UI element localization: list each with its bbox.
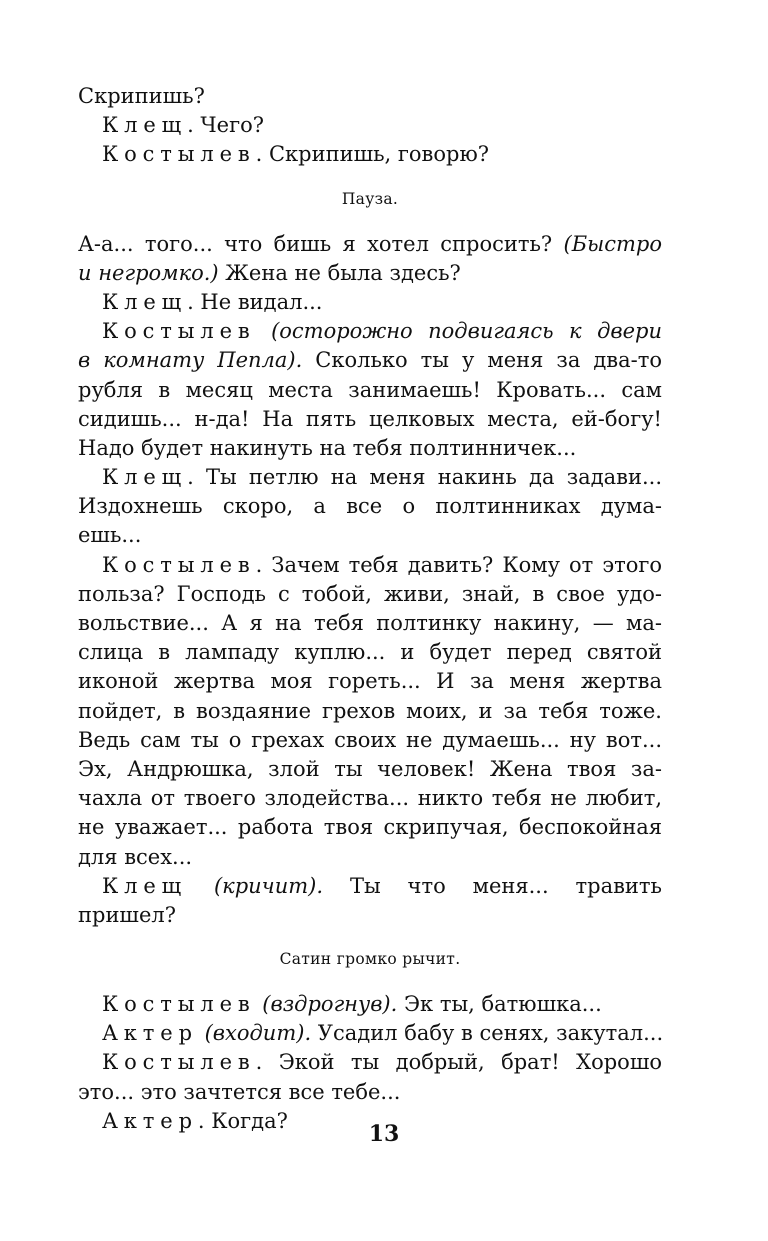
text-line: польза? Господь с тобой, живи, знай, в свое удо- xyxy=(78,581,662,606)
dialogue-text: . Когда? xyxy=(197,1108,288,1133)
book-page xyxy=(78,82,662,1136)
dialogue-text: Усадил бабу в сенях, закутал... xyxy=(311,1021,664,1046)
text-line xyxy=(78,82,662,111)
stage-remark: в комнату Пепла). xyxy=(78,348,303,373)
speaker-name: Костылев xyxy=(102,142,256,167)
dialogue-text: Ты что меня... травить xyxy=(323,873,662,898)
text-line xyxy=(78,346,662,375)
text-line: чахла от твоего злодейства... никто тебя не любит, xyxy=(78,786,662,811)
speaker-name: Костылев xyxy=(102,552,256,577)
stage-remark: (Быстро xyxy=(563,231,662,256)
speaker-line xyxy=(78,288,662,317)
speaker-line xyxy=(78,990,662,1019)
speaker-name: Костылев xyxy=(102,992,256,1017)
stage-remark: и негромко.) xyxy=(78,260,219,285)
text-line: ешь... xyxy=(78,523,142,548)
speaker-name: Костылев xyxy=(102,319,256,344)
dialogue-text: Жена не была здесь? xyxy=(218,260,461,285)
text-line: рубля в месяц места занимаешь! Кровать... сам xyxy=(78,377,662,402)
stage-remark: (осторожно подвигаясь к двери xyxy=(255,319,662,344)
text-line: сидишь... н-да! На пять целковых места, ей-богу! xyxy=(78,406,662,431)
text-line: иконой жертва моя гореть... И за меня жертва xyxy=(78,669,662,694)
text-line xyxy=(78,259,662,288)
speaker-line xyxy=(78,1019,662,1048)
dialogue-text: Эк ты, батюшка... xyxy=(397,992,602,1017)
text-line: Издохнешь скоро, а все о полтинниках дума- xyxy=(78,494,662,519)
text-fragment: Скрипишь? xyxy=(78,84,205,108)
stage-remark: (вздрогнув). xyxy=(255,992,398,1017)
speaker-line xyxy=(78,111,662,140)
speaker-name: Клещ xyxy=(102,289,188,314)
text-line: пришел? xyxy=(78,902,176,927)
dialogue-text: . Зачем тебя давить? Кому от этого xyxy=(255,552,662,577)
text-line: не уважает... работа твоя скрипучая, беспокойная xyxy=(78,815,662,840)
speaker-name: Клещ xyxy=(102,113,188,138)
text-line: Надо будет накинуть на тебя полтинничек... xyxy=(78,435,577,460)
text-line: слица в лампаду куплю... и будет перед святой xyxy=(78,640,662,665)
dialogue-text: . Ты петлю на меня накинь да задави... xyxy=(187,465,662,490)
speaker-name: Клещ xyxy=(102,465,188,490)
dialogue-text: . Скрипишь, говорю? xyxy=(255,142,490,167)
page-number: 13 xyxy=(368,1121,400,1147)
speaker-line xyxy=(78,872,662,901)
speaker-line xyxy=(78,1048,662,1077)
dialogue-text: . Чего? xyxy=(187,113,264,138)
speaker-line xyxy=(78,317,662,346)
dialogue-text: . Экой ты добрый, брат! Хорошо xyxy=(255,1050,662,1075)
text-line xyxy=(78,230,662,259)
speaker-name: Актер xyxy=(102,1108,198,1133)
dialogue-text: . Не видал... xyxy=(187,289,323,314)
text-line: вольствие... А я на тебя полтинку накину, — ма- xyxy=(78,611,662,635)
text-line: это... это зачтется все тебе... xyxy=(78,1079,401,1104)
stage-remark: (входит). xyxy=(197,1021,312,1046)
speaker-name: Костылев xyxy=(102,1050,256,1075)
stage-direction: Пауза. xyxy=(341,189,399,208)
text-line: для всех... xyxy=(78,844,193,869)
speaker-line xyxy=(78,140,662,169)
dialogue-text: Сколько ты у меня за два-то xyxy=(302,348,662,373)
speaker-name: Актер xyxy=(102,1021,198,1046)
speaker-line xyxy=(78,463,662,492)
stage-remark: (кричит). xyxy=(187,873,324,898)
stage-direction: Сатин громко рычит. xyxy=(279,950,461,969)
text-line: Ведь сам ты о грехах своих не думаешь... ну вот... xyxy=(78,727,662,752)
speaker-name: Клещ xyxy=(102,873,188,898)
speaker-line xyxy=(78,551,662,580)
dialogue-text: А-а... того... что бишь я хотел спросить? xyxy=(78,231,564,256)
text-line: пойдет, в воздаяние грехов моих, и за тебя тоже. xyxy=(78,698,662,723)
text-line: Эх, Андрюшка, злой ты человек! Жена твоя за- xyxy=(78,756,662,781)
